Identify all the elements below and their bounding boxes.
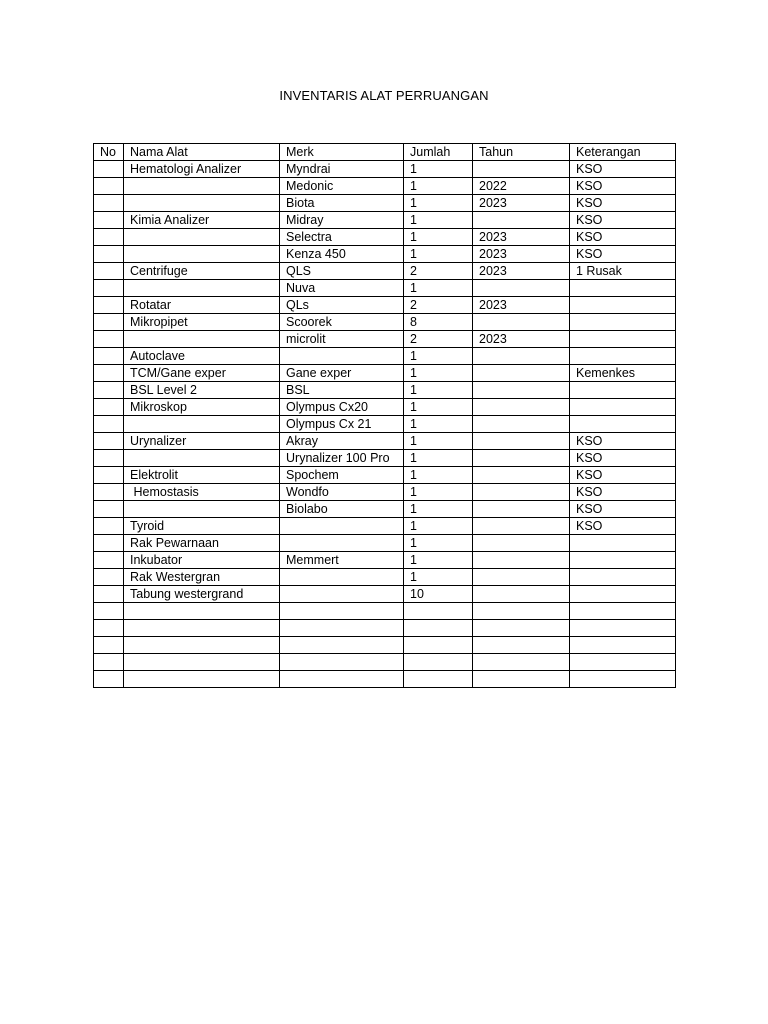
cell-jumlah: 1 [404, 195, 473, 212]
cell-keterangan: KSO [570, 195, 676, 212]
cell-no [94, 365, 124, 382]
cell-keterangan [570, 314, 676, 331]
cell-jumlah: 1 [404, 552, 473, 569]
cell-nama-alat: Elektrolit [124, 467, 280, 484]
cell-tahun [473, 518, 570, 535]
cell-merk [280, 637, 404, 654]
cell-jumlah: 2 [404, 331, 473, 348]
cell-jumlah: 1 [404, 518, 473, 535]
cell-merk [280, 603, 404, 620]
column-header-nama-alat: Nama Alat [124, 144, 280, 161]
cell-tahun: 2023 [473, 195, 570, 212]
table-row [94, 484, 676, 501]
table-row [94, 314, 676, 331]
cell-no [94, 569, 124, 586]
table-row [94, 212, 676, 229]
cell-jumlah: 1 [404, 382, 473, 399]
cell-merk [280, 654, 404, 671]
cell-tahun: 2023 [473, 246, 570, 263]
cell-no [94, 620, 124, 637]
cell-tahun [473, 382, 570, 399]
cell-nama-alat: Centrifuge [124, 263, 280, 280]
cell-merk [280, 586, 404, 603]
cell-tahun [473, 501, 570, 518]
cell-keterangan [570, 382, 676, 399]
cell-jumlah: 1 [404, 399, 473, 416]
cell-tahun [473, 467, 570, 484]
cell-merk [280, 671, 404, 688]
cell-merk [280, 518, 404, 535]
column-header-tahun: Tahun [473, 144, 570, 161]
cell-nama-alat [124, 620, 280, 637]
cell-keterangan: KSO [570, 518, 676, 535]
cell-jumlah: 10 [404, 586, 473, 603]
cell-no [94, 178, 124, 195]
cell-nama-alat [124, 450, 280, 467]
cell-tahun [473, 280, 570, 297]
cell-nama-alat [124, 637, 280, 654]
cell-no [94, 433, 124, 450]
cell-no [94, 416, 124, 433]
cell-jumlah: 1 [404, 348, 473, 365]
table-row [94, 416, 676, 433]
cell-no [94, 450, 124, 467]
cell-jumlah: 1 [404, 433, 473, 450]
table-row [94, 229, 676, 246]
cell-keterangan [570, 654, 676, 671]
cell-keterangan: KSO [570, 467, 676, 484]
cell-merk: Akray [280, 433, 404, 450]
cell-keterangan: KSO [570, 501, 676, 518]
cell-jumlah [404, 637, 473, 654]
cell-merk [280, 569, 404, 586]
cell-tahun [473, 399, 570, 416]
cell-tahun: 2023 [473, 297, 570, 314]
cell-jumlah [404, 671, 473, 688]
cell-nama-alat: Inkubator [124, 552, 280, 569]
cell-keterangan: Kemenkes [570, 365, 676, 382]
cell-nama-alat: Urynalizer [124, 433, 280, 450]
cell-keterangan: KSO [570, 161, 676, 178]
cell-keterangan [570, 586, 676, 603]
cell-no [94, 161, 124, 178]
cell-tahun [473, 637, 570, 654]
cell-merk: Olympus Cx 21 [280, 416, 404, 433]
table-row [94, 297, 676, 314]
cell-merk: Biolabo [280, 501, 404, 518]
cell-keterangan: KSO [570, 246, 676, 263]
cell-tahun [473, 603, 570, 620]
cell-nama-alat: Rak Westergran [124, 569, 280, 586]
cell-tahun [473, 314, 570, 331]
cell-merk: QLs [280, 297, 404, 314]
cell-jumlah: 8 [404, 314, 473, 331]
table-row [94, 331, 676, 348]
cell-jumlah: 1 [404, 229, 473, 246]
cell-keterangan [570, 569, 676, 586]
cell-no [94, 195, 124, 212]
cell-jumlah: 1 [404, 178, 473, 195]
column-header-merk: Merk [280, 144, 404, 161]
cell-tahun [473, 416, 570, 433]
cell-no [94, 501, 124, 518]
cell-tahun: 2023 [473, 263, 570, 280]
cell-no [94, 586, 124, 603]
cell-nama-alat [124, 603, 280, 620]
cell-merk: BSL [280, 382, 404, 399]
cell-tahun [473, 620, 570, 637]
table-row [94, 535, 676, 552]
cell-no [94, 552, 124, 569]
cell-merk: Kenza 450 [280, 246, 404, 263]
cell-no [94, 535, 124, 552]
cell-keterangan: KSO [570, 433, 676, 450]
table-header-row [94, 144, 676, 161]
cell-no [94, 348, 124, 365]
cell-merk: Biota [280, 195, 404, 212]
table-row [94, 654, 676, 671]
cell-nama-alat: Hematologi Analizer [124, 161, 280, 178]
table-row [94, 263, 676, 280]
cell-no [94, 467, 124, 484]
cell-keterangan [570, 348, 676, 365]
column-header-jumlah: Jumlah [404, 144, 473, 161]
cell-no [94, 331, 124, 348]
cell-tahun [473, 450, 570, 467]
cell-keterangan: KSO [570, 212, 676, 229]
cell-no [94, 314, 124, 331]
cell-tahun [473, 161, 570, 178]
cell-nama-alat [124, 331, 280, 348]
cell-nama-alat: Tabung westergrand [124, 586, 280, 603]
cell-jumlah: 1 [404, 535, 473, 552]
cell-merk: microlit [280, 331, 404, 348]
cell-merk: Scoorek [280, 314, 404, 331]
cell-no [94, 671, 124, 688]
cell-tahun: 2023 [473, 331, 570, 348]
cell-nama-alat [124, 671, 280, 688]
cell-merk [280, 535, 404, 552]
table-row [94, 433, 676, 450]
table-row [94, 161, 676, 178]
cell-keterangan: KSO [570, 450, 676, 467]
cell-jumlah [404, 620, 473, 637]
cell-no [94, 212, 124, 229]
cell-keterangan [570, 331, 676, 348]
cell-nama-alat [124, 654, 280, 671]
table-row [94, 348, 676, 365]
page-title: INVENTARIS ALAT PERRUANGAN [279, 88, 489, 103]
cell-jumlah: 1 [404, 467, 473, 484]
cell-merk: Spochem [280, 467, 404, 484]
cell-no [94, 229, 124, 246]
cell-keterangan [570, 671, 676, 688]
cell-tahun [473, 484, 570, 501]
cell-nama-alat: Hemostasis [124, 484, 280, 501]
cell-jumlah: 1 [404, 246, 473, 263]
inventory-table [93, 143, 676, 688]
cell-merk: Gane exper [280, 365, 404, 382]
table-body [94, 161, 676, 688]
cell-nama-alat [124, 280, 280, 297]
cell-jumlah: 1 [404, 212, 473, 229]
cell-keterangan [570, 552, 676, 569]
cell-jumlah: 2 [404, 263, 473, 280]
table-row [94, 501, 676, 518]
cell-keterangan [570, 603, 676, 620]
cell-keterangan: 1 Rusak [570, 263, 676, 280]
table-row [94, 382, 676, 399]
cell-no [94, 263, 124, 280]
table-row [94, 586, 676, 603]
table-row [94, 280, 676, 297]
table-row [94, 365, 676, 382]
cell-keterangan [570, 535, 676, 552]
cell-merk: Wondfo [280, 484, 404, 501]
table-row [94, 450, 676, 467]
cell-jumlah: 1 [404, 484, 473, 501]
cell-tahun [473, 671, 570, 688]
cell-tahun: 2023 [473, 229, 570, 246]
cell-no [94, 297, 124, 314]
cell-nama-alat [124, 501, 280, 518]
cell-nama-alat: BSL Level 2 [124, 382, 280, 399]
cell-tahun [473, 552, 570, 569]
table-row [94, 178, 676, 195]
cell-jumlah: 1 [404, 365, 473, 382]
table-row [94, 246, 676, 263]
table-row [94, 569, 676, 586]
cell-tahun [473, 212, 570, 229]
cell-merk: Memmert [280, 552, 404, 569]
cell-no [94, 637, 124, 654]
cell-jumlah: 1 [404, 416, 473, 433]
table-row [94, 671, 676, 688]
cell-jumlah: 1 [404, 280, 473, 297]
cell-no [94, 246, 124, 263]
cell-tahun [473, 569, 570, 586]
cell-nama-alat [124, 416, 280, 433]
cell-no [94, 603, 124, 620]
cell-nama-alat [124, 246, 280, 263]
cell-merk: QLS [280, 263, 404, 280]
cell-nama-alat: Autoclave [124, 348, 280, 365]
cell-nama-alat: Tyroid [124, 518, 280, 535]
cell-jumlah [404, 603, 473, 620]
cell-nama-alat [124, 229, 280, 246]
table-row [94, 399, 676, 416]
table-row [94, 552, 676, 569]
cell-tahun [473, 348, 570, 365]
cell-nama-alat [124, 195, 280, 212]
cell-nama-alat: TCM/Gane exper [124, 365, 280, 382]
cell-keterangan [570, 637, 676, 654]
cell-jumlah: 1 [404, 501, 473, 518]
cell-jumlah: 1 [404, 161, 473, 178]
cell-no [94, 399, 124, 416]
cell-keterangan [570, 280, 676, 297]
cell-nama-alat: Kimia Analizer [124, 212, 280, 229]
column-header-keterangan: Keterangan [570, 144, 676, 161]
table-row [94, 467, 676, 484]
cell-nama-alat: Rotatar [124, 297, 280, 314]
cell-keterangan [570, 297, 676, 314]
cell-keterangan: KSO [570, 484, 676, 501]
cell-keterangan: KSO [570, 229, 676, 246]
cell-nama-alat: Mikropipet [124, 314, 280, 331]
cell-no [94, 280, 124, 297]
cell-nama-alat: Rak Pewarnaan [124, 535, 280, 552]
cell-tahun [473, 654, 570, 671]
table-row [94, 620, 676, 637]
cell-merk: Medonic [280, 178, 404, 195]
cell-merk [280, 620, 404, 637]
cell-jumlah [404, 654, 473, 671]
cell-merk: Myndrai [280, 161, 404, 178]
cell-nama-alat: Mikroskop [124, 399, 280, 416]
table-row [94, 518, 676, 535]
cell-keterangan [570, 620, 676, 637]
cell-jumlah: 1 [404, 450, 473, 467]
cell-merk: Olympus Cx20 [280, 399, 404, 416]
cell-jumlah: 2 [404, 297, 473, 314]
cell-merk [280, 348, 404, 365]
cell-jumlah: 1 [404, 569, 473, 586]
cell-no [94, 484, 124, 501]
table-row [94, 637, 676, 654]
cell-merk: Urynalizer 100 Pro [280, 450, 404, 467]
cell-no [94, 654, 124, 671]
cell-tahun [473, 586, 570, 603]
table-row [94, 195, 676, 212]
cell-no [94, 382, 124, 399]
cell-keterangan: KSO [570, 178, 676, 195]
cell-no [94, 518, 124, 535]
cell-nama-alat [124, 178, 280, 195]
cell-keterangan [570, 416, 676, 433]
column-header-no: No [94, 144, 124, 161]
table-row [94, 603, 676, 620]
cell-tahun [473, 365, 570, 382]
cell-merk: Midray [280, 212, 404, 229]
cell-merk: Selectra [280, 229, 404, 246]
cell-tahun: 2022 [473, 178, 570, 195]
cell-keterangan [570, 399, 676, 416]
cell-tahun [473, 535, 570, 552]
cell-merk: Nuva [280, 280, 404, 297]
cell-tahun [473, 433, 570, 450]
